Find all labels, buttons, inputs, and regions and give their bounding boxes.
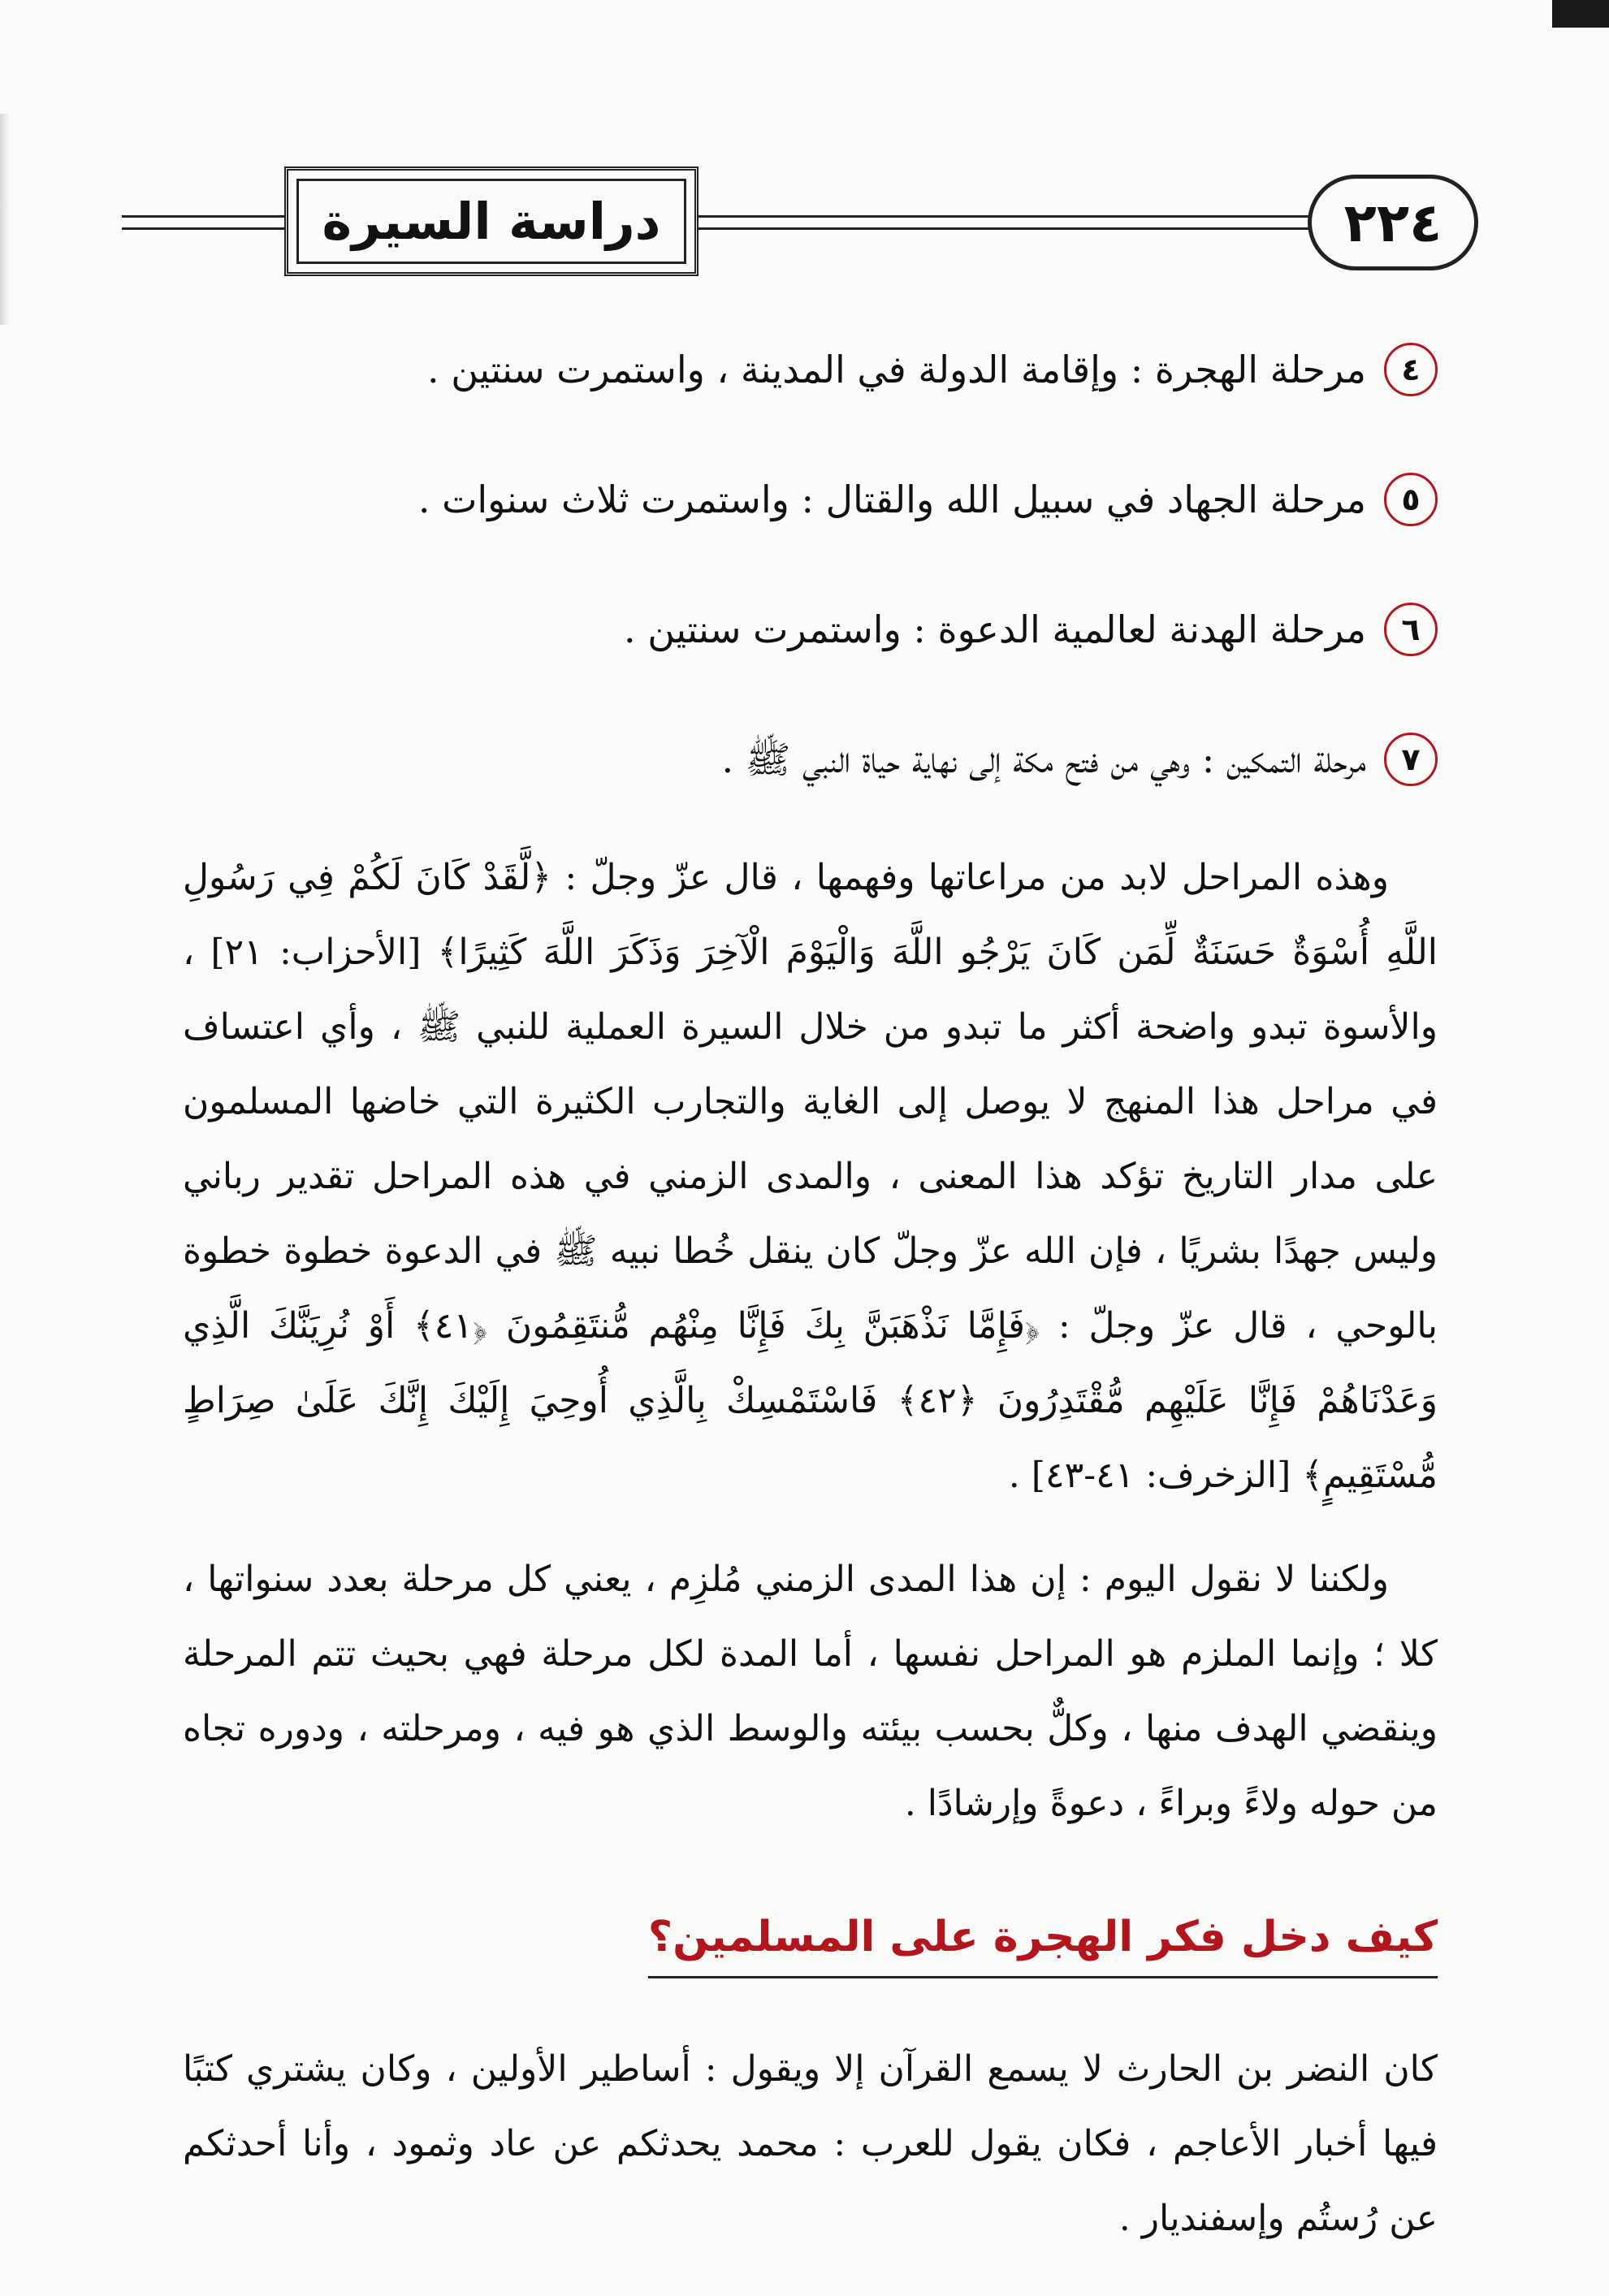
stage-number-badge: ٧ bbox=[1384, 733, 1438, 786]
scan-shadow bbox=[0, 114, 10, 325]
stage-text: مرحلة الهجرة : وإقامة الدولة في المدينة ، واستمرت سنتين . bbox=[427, 348, 1366, 391]
body-paragraph: كان النضر بن الحارث لا يسمع القرآن إلا ويقول : أساطير الأولين ، وكان يشتري كتبًا فيها أخبار الأعاجم ، فكان يقول للعرب : محمد يحدثكم عن عاد وثمود ، وأنا أحدثكم عن رُستُم وإسفنديار . bbox=[183, 2048, 1438, 2239]
stage-text: مرحلة الجهاد في سبيل الله والقتال : واستمرت ثلاث سنوات . bbox=[417, 478, 1366, 521]
page-number: ٢٢٤ bbox=[1308, 175, 1478, 270]
scan-edge bbox=[1552, 0, 1609, 28]
body-paragraph: وهذه المراحل لابد من مراعاتها وفهمها ، قال عزّ وجلّ : ﴿لَّقَدْ كَانَ لَكُمْ فِي رَسُولِ اللَّهِ أُسْوَةٌ حَسَنَةٌ لِّمَن كَانَ يَرْجُو اللَّهَ وَالْيَوْمَ الْآخِرَ وَذَكَرَ اللَّهَ كَثِيرًا﴾ [الأحزاب: ٢١] ، والأسوة تبدو واضحة أكثر ما تبدو من خلال السيرة العملية للنبي ﷺ ، وأي اعتساف في مراحل هذا المنهج لا يوصل إلى الغاية والتجارب الكثيرة التي خاضها المسلمون على مدار التاريخ تؤكد هذا المعنى ، والمدى الزمني في هذه المراحل تقدير رباني وليس جهدًا بشريًا ، فإن الله عزّ وجلّ كان ينقل خُطا نبيه ﷺ في الدعوة خطوة خطوة بالوحي ، قال عزّ وجلّ : ﴿فَإِمَّا نَذْهَبَنَّ بِكَ فَإِنَّا مِنْهُم مُّنتَقِمُونَ ﴿٤١﴾ أَوْ نُرِيَنَّكَ الَّذِي وَعَدْنَاهُمْ فَإِنَّا عَلَيْهِم مُّقْتَدِرُونَ ﴿٤٢﴾ فَاسْتَمْسِكْ بِالَّذِي أُوحِيَ إِلَيْكَ إِنَّكَ عَلَىٰ صِرَاطٍ مُّسْتَقِيمٍ﴾ [الزخرف: ٤١-٤٣] . bbox=[183, 857, 1438, 1496]
stage-number-badge: ٥ bbox=[1384, 473, 1438, 526]
header-rule-right bbox=[690, 215, 1312, 230]
stage-number-badge: ٤ bbox=[1384, 343, 1438, 396]
section-heading: كيف دخل فكر الهجرة على المسلمين؟ bbox=[648, 1901, 1438, 1978]
body-paragraph: ولكننا لا نقول اليوم : إن هذا المدى الزمني مُلزِم ، يعني كل مرحلة بعدد سنواتها ، كلا ؛ وإنما الملزم هو المراحل نفسها ، أما المدة لكل مرحلة فهي بحيث تتم المرحلة وينقضي الهدف منها ، وكلٌّ بحسب بيئته والوسط الذي هو فيه ، ومرحلته ، ودوره تجاه من حوله ولاءً وبراءً ، دعوةً وإرشادًا . bbox=[183, 1559, 1438, 1824]
book-title: دراسة السيرة bbox=[284, 166, 699, 276]
stage-item bbox=[183, 321, 1438, 418]
stage-item bbox=[183, 451, 1438, 548]
stage-text: مرحلة التمكين : وهي من فتح مكة إلى نهاية حياة النبي ﷺ . bbox=[721, 737, 1366, 781]
stage-item bbox=[183, 581, 1438, 678]
stage-text: مرحلة الهدنة لعالمية الدعوة : واستمرت سنتين . bbox=[624, 608, 1366, 651]
stage-number-badge: ٦ bbox=[1384, 603, 1438, 656]
stage-item bbox=[183, 711, 1438, 808]
section-heading-wrap bbox=[183, 1901, 1438, 1978]
page-header bbox=[122, 166, 1503, 272]
page-content bbox=[183, 321, 1438, 2285]
